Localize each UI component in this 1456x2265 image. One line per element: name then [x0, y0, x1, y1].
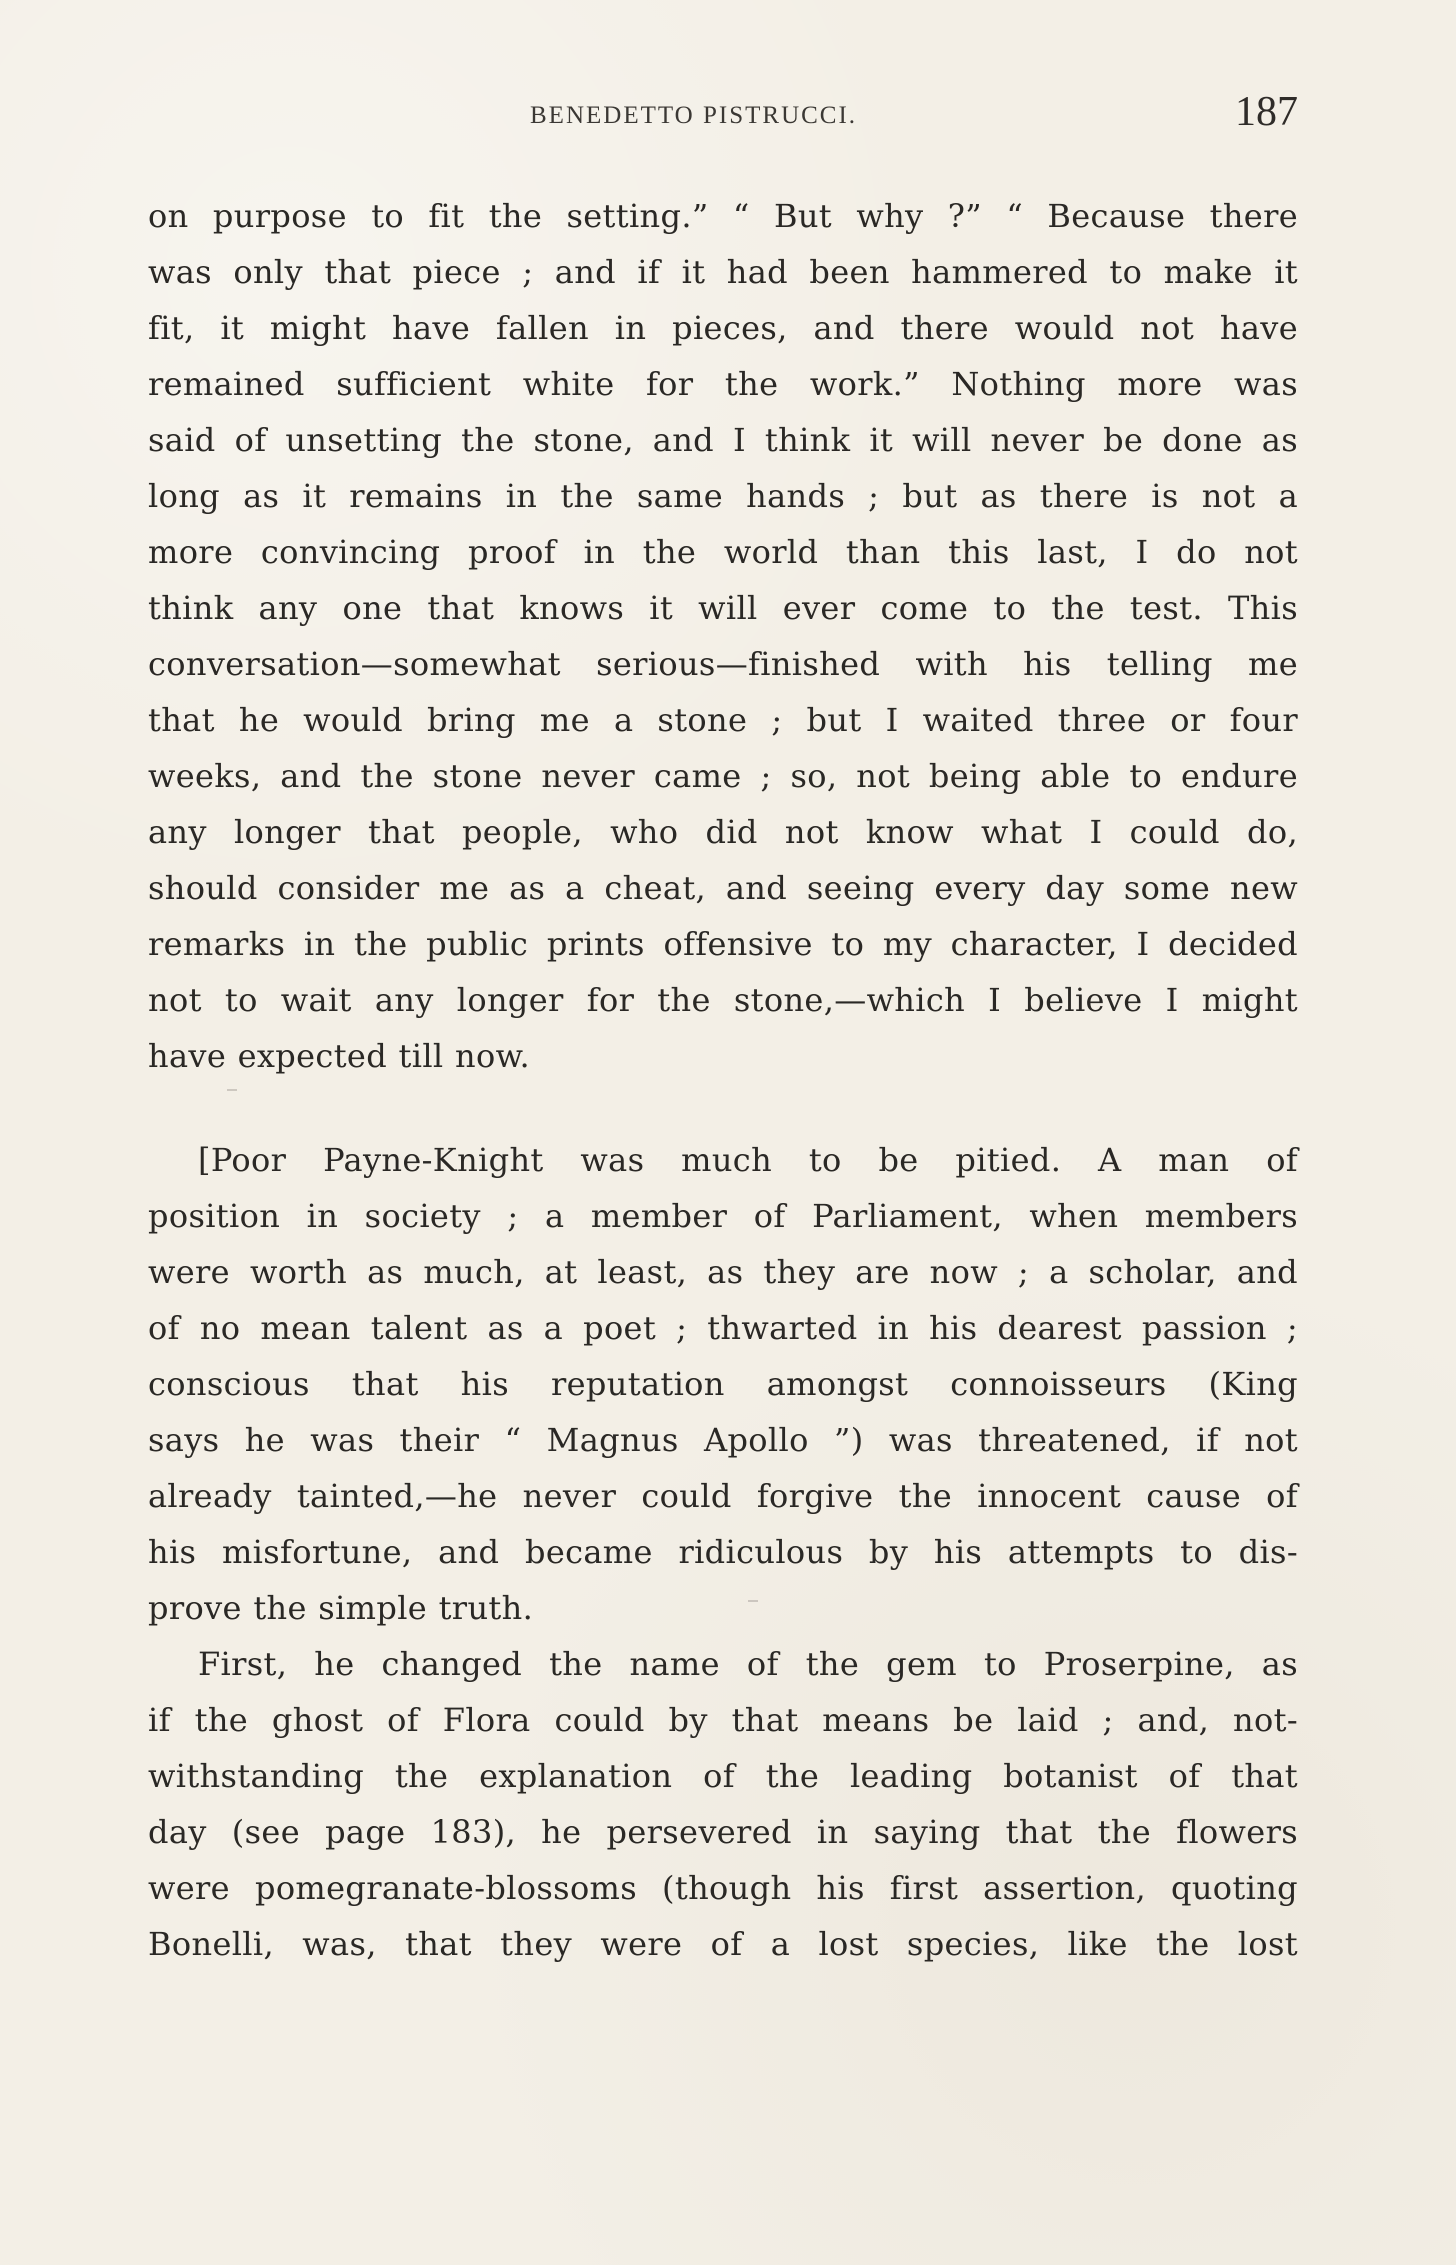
- text-line: says he was their “ Magnus Apollo ”) was threatened, if not: [148, 1421, 1298, 1459]
- text-line: remained sufficient white for the work.” Nothing more was: [148, 365, 1298, 403]
- text-line: fit, it might have fallen in pieces, and there would not have: [148, 309, 1298, 347]
- paragraph-2: [148, 1132, 1298, 1636]
- text-line: was only that piece ; and if it had been hammered to make it: [148, 253, 1298, 291]
- ink-speck: [227, 1089, 237, 1091]
- text-line: should consider me as a cheat, and seeing every day some new: [148, 869, 1298, 907]
- text-line: if the ghost of Flora could by that means be laid ; and, not-: [148, 1701, 1298, 1739]
- paragraph-1: [148, 188, 1298, 1084]
- text-line: conversation—somewhat serious—finished with his telling me: [148, 645, 1298, 683]
- text-line: were worth as much, at least, as they are now ; a scholar, and: [148, 1253, 1298, 1291]
- page-header: [148, 86, 1298, 146]
- text-line: weeks, and the stone never came ; so, not being able to endure: [148, 757, 1298, 795]
- text-line: on purpose to fit the setting.” “ But why ?” “ Because there: [148, 197, 1298, 235]
- text-line: already tainted,—he never could forgive the innocent cause of: [148, 1477, 1298, 1515]
- text-line: more convincing proof in the world than this last, I do not: [148, 533, 1298, 571]
- text-line: of no mean talent as a poet ; thwarted in his dearest passion ;: [148, 1309, 1298, 1347]
- text-line: his misfortune, and became ridiculous by his attempts to dis-: [148, 1533, 1298, 1571]
- text-line: [Poor Payne-Knight was much to be pitied. A man of: [198, 1141, 1298, 1179]
- text-line: were pomegranate-blossoms (though his first assertion, quoting: [148, 1869, 1298, 1907]
- paragraph-3: [148, 1636, 1298, 1972]
- text-line: position in society ; a member of Parliament, when members: [148, 1197, 1298, 1235]
- text-line: withstanding the explanation of the leading botanist of that: [148, 1757, 1298, 1795]
- text-line: think any one that knows it will ever come to the test. This: [148, 589, 1298, 627]
- text-line: any longer that people, who did not know what I could do,: [148, 813, 1298, 851]
- text-line: day (see page 183), he persevered in saying that the flowers: [148, 1813, 1298, 1851]
- text-line: First, he changed the name of the gem to Proserpine, as: [198, 1645, 1298, 1683]
- running-head: BENEDETTO PISTRUCCI.: [530, 102, 858, 129]
- text-line: not to wait any longer for the stone,—which I believe I might: [148, 981, 1298, 1019]
- text-line: remarks in the public prints offensive to my character, I decided: [148, 925, 1298, 963]
- text-line: that he would bring me a stone ; but I waited three or four: [148, 701, 1298, 739]
- ink-speck: [748, 1600, 758, 1602]
- page-body: [148, 188, 1298, 1972]
- text-line: prove the simple truth.: [148, 1589, 534, 1627]
- page-number: 187: [1235, 89, 1298, 135]
- paragraph-gap: [148, 1084, 1298, 1132]
- text-line: long as it remains in the same hands ; but as there is not a: [148, 477, 1298, 515]
- text-line: conscious that his reputation amongst connoisseurs (King: [148, 1365, 1298, 1403]
- text-line: have expected till now.: [148, 1037, 531, 1075]
- text-line: Bonelli, was, that they were of a lost species, like the lost: [148, 1925, 1298, 1963]
- text-line: said of unsetting the stone, and I think it will never be done as: [148, 421, 1298, 459]
